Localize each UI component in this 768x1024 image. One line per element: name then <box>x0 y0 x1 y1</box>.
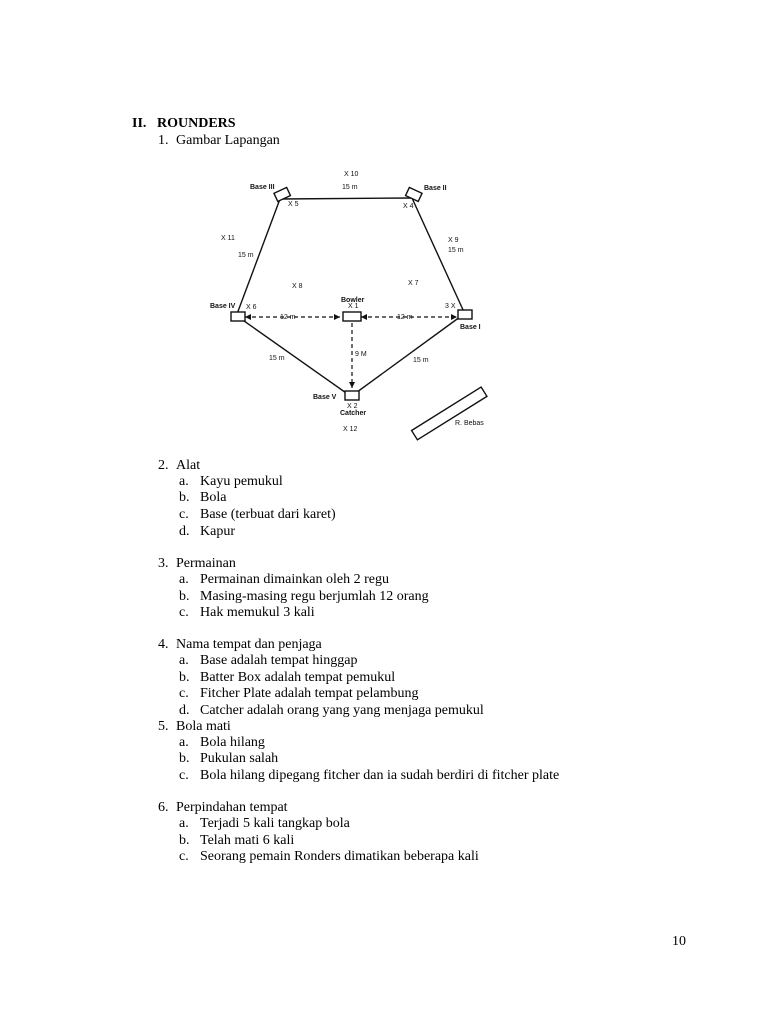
line-base1-base5 <box>353 314 464 395</box>
dist-left-center: 12 m <box>280 314 296 321</box>
list-marker: c. <box>179 686 189 701</box>
arrow-bowler-left <box>334 314 340 320</box>
list-item <box>179 686 418 702</box>
player-4: X 4 <box>403 203 414 210</box>
list-text: Base adalah tempat hinggap <box>200 653 358 668</box>
list-marker: 3. <box>158 556 169 571</box>
section-2-title <box>158 458 200 474</box>
heading-number: II. <box>132 116 147 131</box>
arrow-bowler-right <box>361 314 367 320</box>
list-item <box>179 849 479 865</box>
arrow-down <box>349 382 355 388</box>
list-item <box>179 507 336 523</box>
label-base5: Base V <box>313 394 337 401</box>
list-text: Telah mati 6 kali <box>200 833 295 848</box>
list-item <box>179 572 389 588</box>
section-heading <box>132 116 236 132</box>
player-9: X 9 <box>448 237 459 244</box>
list-marker: b. <box>179 833 190 848</box>
bowler-plate <box>343 312 361 321</box>
player-11: X 11 <box>221 235 235 242</box>
rounders-field-diagram <box>200 162 498 444</box>
list-item <box>179 474 283 490</box>
list-text: Pukulan salah <box>200 751 279 766</box>
list-item <box>179 670 395 686</box>
free-zone-rect <box>412 387 487 440</box>
list-marker: a. <box>179 474 189 489</box>
list-text: Masing-masing regu berjumlah 12 orang <box>200 589 429 604</box>
list-item <box>179 816 350 832</box>
section-6-title <box>158 800 288 816</box>
label-bowler: Bowler <box>341 297 365 304</box>
dist-right-upper: 15 m <box>448 247 464 254</box>
list-marker: a. <box>179 653 189 668</box>
dist-left-lower: 15 m <box>269 355 285 362</box>
list-marker: c. <box>179 768 189 783</box>
player-8: X 8 <box>292 283 303 290</box>
list-text: Bola mati <box>176 719 231 734</box>
label-base3: Base III <box>250 184 275 191</box>
list-text: Permainan dimainkan oleh 2 regu <box>200 572 389 587</box>
list-item <box>179 703 484 719</box>
list-marker: 6. <box>158 800 169 815</box>
list-text: Permainan <box>176 556 236 571</box>
list-text: Catcher adalah orang yang yang menjaga pemukul <box>200 703 484 718</box>
list-marker: 4. <box>158 637 169 652</box>
player-6: X 6 <box>246 304 257 311</box>
label-catcher: Catcher <box>340 410 367 417</box>
list-item <box>179 751 278 767</box>
list-item <box>179 768 559 784</box>
label-base1: Base I <box>460 324 481 331</box>
list-marker: b. <box>179 589 190 604</box>
dist-right-center: 12 m <box>397 314 413 321</box>
player-3: 3 X <box>445 303 456 310</box>
section-1-title <box>158 133 280 149</box>
line-base4-base5 <box>237 316 349 395</box>
list-item <box>179 524 235 540</box>
list-text: Perpindahan tempat <box>176 800 288 815</box>
list-marker: a. <box>179 735 189 750</box>
list-text: Terjadi 5 kali tangkap bola <box>200 816 350 831</box>
list-marker: 5. <box>158 719 169 734</box>
base-2-marker <box>406 187 422 201</box>
player-5: X 5 <box>288 201 299 208</box>
list-marker: c. <box>179 507 189 522</box>
base-4-marker <box>231 312 245 321</box>
line-base2-base1 <box>412 198 464 312</box>
list-text: Gambar Lapangan <box>176 133 280 148</box>
list-marker: d. <box>179 524 190 539</box>
list-item <box>179 589 429 605</box>
list-item <box>179 833 294 849</box>
dist-left-upper: 15 m <box>238 252 254 259</box>
list-item <box>179 653 357 669</box>
list-item <box>179 490 226 506</box>
player-7: X 7 <box>408 280 419 287</box>
base-5-marker <box>345 391 359 400</box>
base-1-marker <box>458 310 472 319</box>
dist-right-lower: 15 m <box>413 357 429 364</box>
dist-vertical: 9 M <box>355 351 367 358</box>
player-12: X 12 <box>343 426 358 433</box>
label-free-zone: R. Bebas <box>455 420 484 427</box>
dist-top: 15 m <box>342 184 358 191</box>
list-text: Kayu pemukul <box>200 474 283 489</box>
player-2: X 2 <box>347 403 358 410</box>
label-base2: Base II <box>424 185 447 192</box>
player-10: X 10 <box>344 171 359 178</box>
page-number: 10 <box>672 934 686 949</box>
list-text: Kapur <box>200 524 235 539</box>
list-marker: a. <box>179 816 189 831</box>
line-base3-base2 <box>280 198 412 199</box>
list-marker: 1. <box>158 133 169 148</box>
list-marker: c. <box>179 849 189 864</box>
player-1: X 1 <box>348 303 359 310</box>
list-text: Batter Box adalah tempat pemukul <box>200 670 396 685</box>
list-text: Alat <box>176 458 201 473</box>
list-marker: a. <box>179 572 189 587</box>
section-3-title <box>158 556 236 572</box>
section-4-title <box>158 637 322 653</box>
list-text: Fitcher Plate adalah tempat pelambung <box>200 686 419 701</box>
list-text: Seorang pemain Ronders dimatikan beberapa kali <box>200 849 479 864</box>
heading-title: ROUNDERS <box>157 116 236 131</box>
list-text: Nama tempat dan penjaga <box>176 637 322 652</box>
list-marker: 2. <box>158 458 169 473</box>
list-text: Bola <box>200 490 227 505</box>
list-text: Bola hilang <box>200 735 265 750</box>
label-base4: Base IV <box>210 303 236 310</box>
list-marker: d. <box>179 703 190 718</box>
list-marker: c. <box>179 605 189 620</box>
list-marker: b. <box>179 751 190 766</box>
list-marker: b. <box>179 490 190 505</box>
list-text: Bola hilang dipegang fitcher dan ia sudah berdiri di fitcher plate <box>200 768 560 783</box>
list-text: Base (terbuat dari karet) <box>200 507 336 522</box>
arrow-left <box>245 314 251 320</box>
list-item <box>179 735 265 751</box>
list-item <box>179 605 315 621</box>
list-marker: b. <box>179 670 190 685</box>
section-5-title <box>158 719 231 735</box>
list-text: Hak memukul 3 kali <box>200 605 315 620</box>
